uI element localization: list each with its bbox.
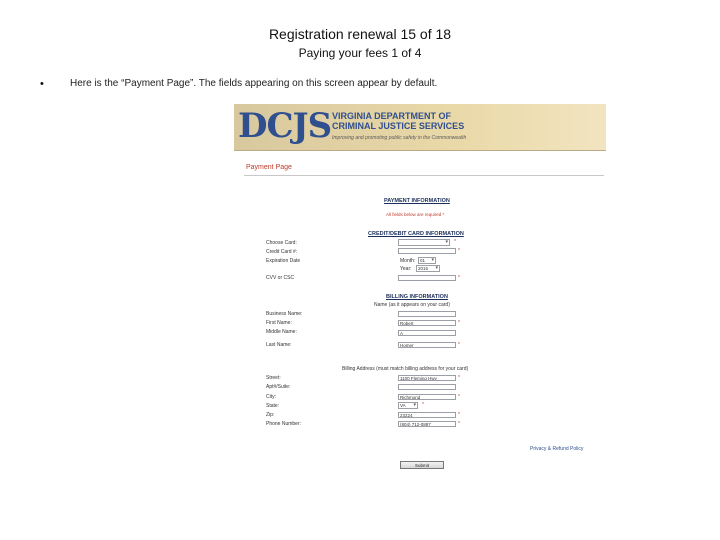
- phone-label: Phone Number:: [266, 421, 302, 427]
- org-line-2: CRIMINAL JUSTICE SERVICES: [332, 121, 465, 131]
- bullet-glyph: •: [40, 78, 44, 90]
- required-star: *: [458, 275, 460, 281]
- page-label: Payment Page: [246, 164, 292, 171]
- zip-input[interactable]: 23224: [398, 412, 456, 418]
- card-info-heading: CREDIT/DEBIT CARD INFORMATION: [368, 231, 464, 237]
- street-input[interactable]: 1100 Fleming Hwy: [398, 375, 456, 381]
- middle-name-label: Middle Name:: [266, 329, 297, 335]
- year-label: Year:: [400, 266, 412, 272]
- choose-card-label: Choose Card:: [266, 240, 297, 246]
- business-name-input[interactable]: [398, 311, 456, 317]
- required-star: *: [458, 412, 460, 418]
- billing-address-note: Billing Address (must match billing address for your card): [342, 366, 469, 372]
- city-label: City:: [266, 394, 276, 400]
- last-name-label: Last Name:: [266, 342, 292, 348]
- required-note: All fields below are required *: [386, 212, 445, 217]
- payment-info-heading: PAYMENT INFORMATION: [384, 198, 450, 204]
- slide-subtitle: Paying your fees 1 of 4: [298, 46, 422, 60]
- card-number-input[interactable]: [398, 248, 456, 254]
- street-label: Street:: [266, 375, 281, 381]
- payment-page-screenshot: [234, 104, 606, 470]
- cvv-input[interactable]: [398, 275, 456, 281]
- required-star: *: [422, 402, 424, 408]
- required-star: *: [458, 342, 460, 348]
- month-label: Month:: [400, 258, 416, 264]
- first-name-label: First Name:: [266, 320, 292, 326]
- required-star: *: [454, 239, 456, 245]
- city-input[interactable]: Richmond: [398, 394, 456, 400]
- page-divider: [244, 175, 604, 176]
- privacy-refund-link[interactable]: Privacy & Refund Policy: [530, 446, 584, 452]
- year-select[interactable]: 2015 ▾: [416, 265, 440, 272]
- required-star: *: [458, 394, 460, 400]
- slide-title: Registration renewal 15 of 18: [268, 26, 452, 42]
- name-note: Name (as it appears on your card): [374, 302, 450, 308]
- expiration-label: Expiration Date: [266, 258, 301, 264]
- org-tagline: Improving and promoting public safety in the Commonwealth: [332, 135, 467, 141]
- submit-button[interactable]: Submit: [400, 461, 444, 469]
- org-name: [332, 111, 532, 131]
- middle-name-input[interactable]: A: [398, 330, 456, 336]
- phone-input[interactable]: (804) 712-0897: [398, 421, 456, 427]
- first-name-input[interactable]: Robert: [398, 320, 456, 326]
- zip-label: Zip:: [266, 412, 275, 418]
- required-star: *: [458, 320, 460, 326]
- business-name-label: Business Name:: [266, 311, 303, 317]
- required-star: *: [458, 248, 460, 254]
- state-label: State:: [266, 403, 280, 409]
- cvv-label: CVV or CSC: [266, 275, 295, 281]
- state-select[interactable]: VA ▾: [398, 402, 418, 409]
- bullet-text: Here is the “Payment Page”. The fields appearing on this screen appear by default.: [70, 78, 438, 89]
- dcjs-banner: [234, 104, 606, 151]
- apt-suite-label: Apt#/Suite:: [266, 384, 291, 390]
- billing-info-heading: BILLING INFORMATION: [386, 294, 448, 300]
- org-line-1: VIRGINIA DEPARTMENT OF: [332, 111, 451, 121]
- apt-suite-input[interactable]: [398, 384, 456, 390]
- choose-card-select[interactable]: [398, 239, 450, 246]
- required-star: *: [458, 421, 460, 427]
- dcjs-logo: DCJS: [238, 106, 332, 146]
- required-star: *: [458, 375, 460, 381]
- month-select[interactable]: 01 ▾: [418, 257, 436, 264]
- card-number-label: Credit Card #:: [266, 249, 298, 255]
- last-name-input[interactable]: Homer: [398, 342, 456, 348]
